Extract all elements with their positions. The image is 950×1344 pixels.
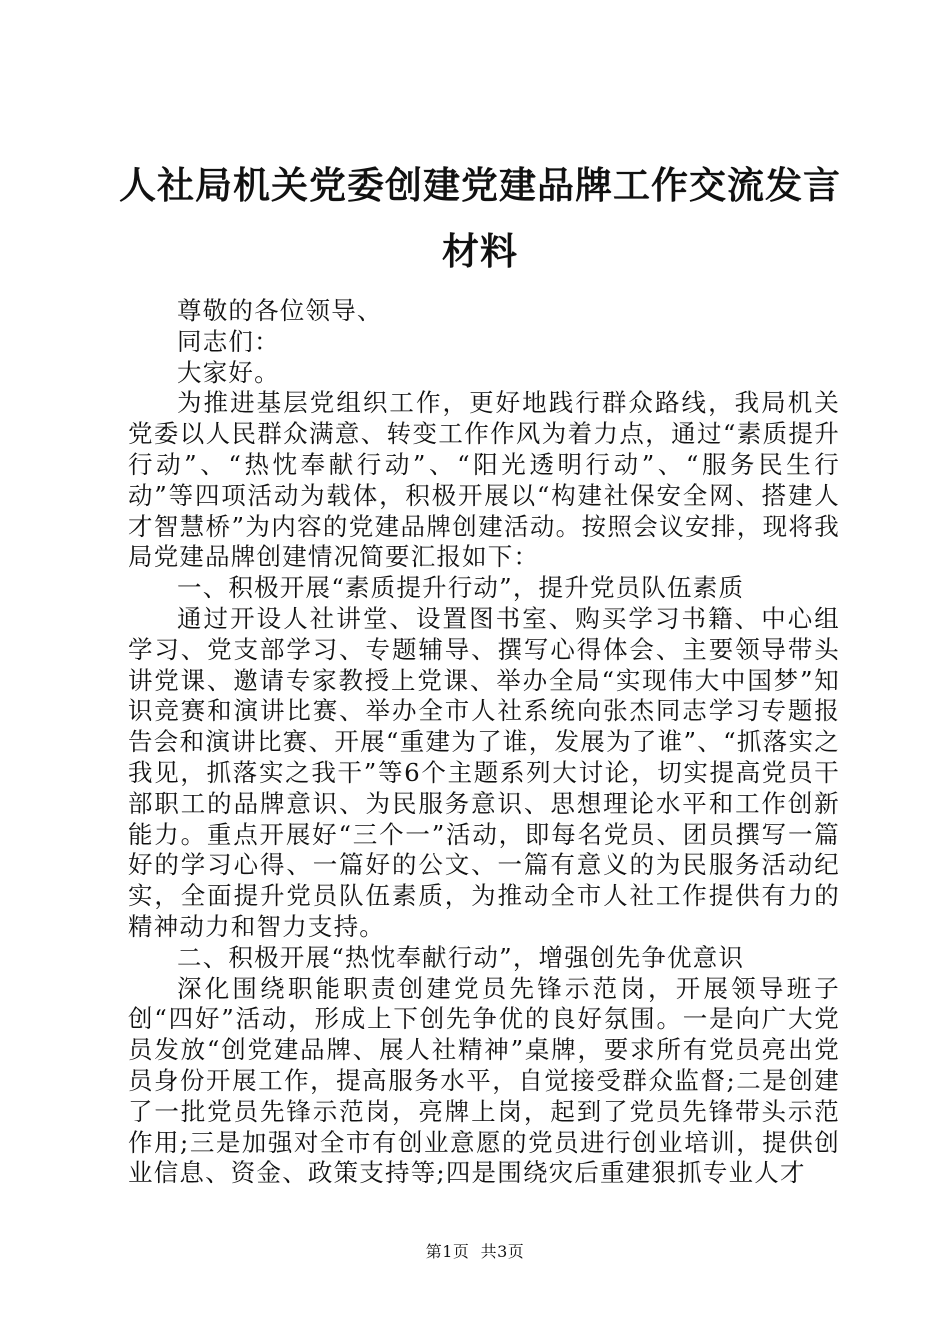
body-paragraph: 深化围绕职能职责创建党员先锋示范岗，开展领导班子创“四好”活动，形成上下创先争优的良好氛围。一是向广大党员发放“创党建品牌、展人社精神”桌牌，要求所有党员亮出党员身份开展工作，提高服务水平，自觉接受群众监督;二是创建了一批党员先锋示范岗，亮牌上岗，起到了党员先锋带头示范作用;三是加强对全市有创业意愿的党员进行创业培训，提供创业信息、资金、政策支持等;四是围绕灾后重建狠抓专业人才 bbox=[128, 973, 840, 1188]
page-number: 第1页 共3页 bbox=[425, 1242, 525, 1261]
salutation-line: 同志们： bbox=[177, 326, 280, 356]
intro-paragraph: 为推进基层党组织工作，更好地践行群众路线，我局机关党委以人民群众满意、转变工作作风为着力点，通过“素质提升行动”、“热忱奉献行动”、“阳光透明行动”、“服务民生行动”等四项活动为载体，积极开展以“构建社保安全网、搭建人才智慧桥”为内容的党建品牌创建活动。按照会议安排，现将我局党建品牌创建情况简要汇报如下： bbox=[128, 388, 840, 572]
salutation-line: 尊敬的各位领导、 bbox=[177, 296, 383, 325]
document-body bbox=[128, 296, 840, 1189]
page-footer bbox=[0, 1242, 950, 1262]
section-heading: 二、积极开展“热忱奉献行动”，增强创先争优意识 bbox=[177, 942, 745, 972]
section-heading: 一、积极开展“素质提升行动”，提升党员队伍素质 bbox=[177, 573, 745, 603]
document-title: 人社局机关党委创建党建品牌工作交流发言材料 bbox=[119, 163, 841, 273]
body-paragraph: 通过开设人社讲堂、设置图书室、购买学习书籍、中心组学习、党支部学习、专题辅导、撰写心得体会、主要领导带头讲党课、邀请专家教授上党课、举办全局“实现伟大中国梦”知识竞赛和演讲比赛、举办全市人社系统向张杰同志学习专题报告会和演讲比赛、开展“重建为了谁，发展为了谁”、“抓落实之我见，抓落实之我干”等6个主题系列大讨论，切实提高党员干部职工的品牌意识、为民服务意识、思想理论水平和工作创新能力。重点开展好“三个一”活动，即每名党员、团员撰写一篇好的学习心得、一篇好的公文、一篇有意义的为民服务活动纪实，全面提升党员队伍素质，为推动全市人社工作提供有力的精神动力和智力支持。 bbox=[128, 603, 840, 941]
greeting-line: 大家好。 bbox=[177, 357, 280, 387]
